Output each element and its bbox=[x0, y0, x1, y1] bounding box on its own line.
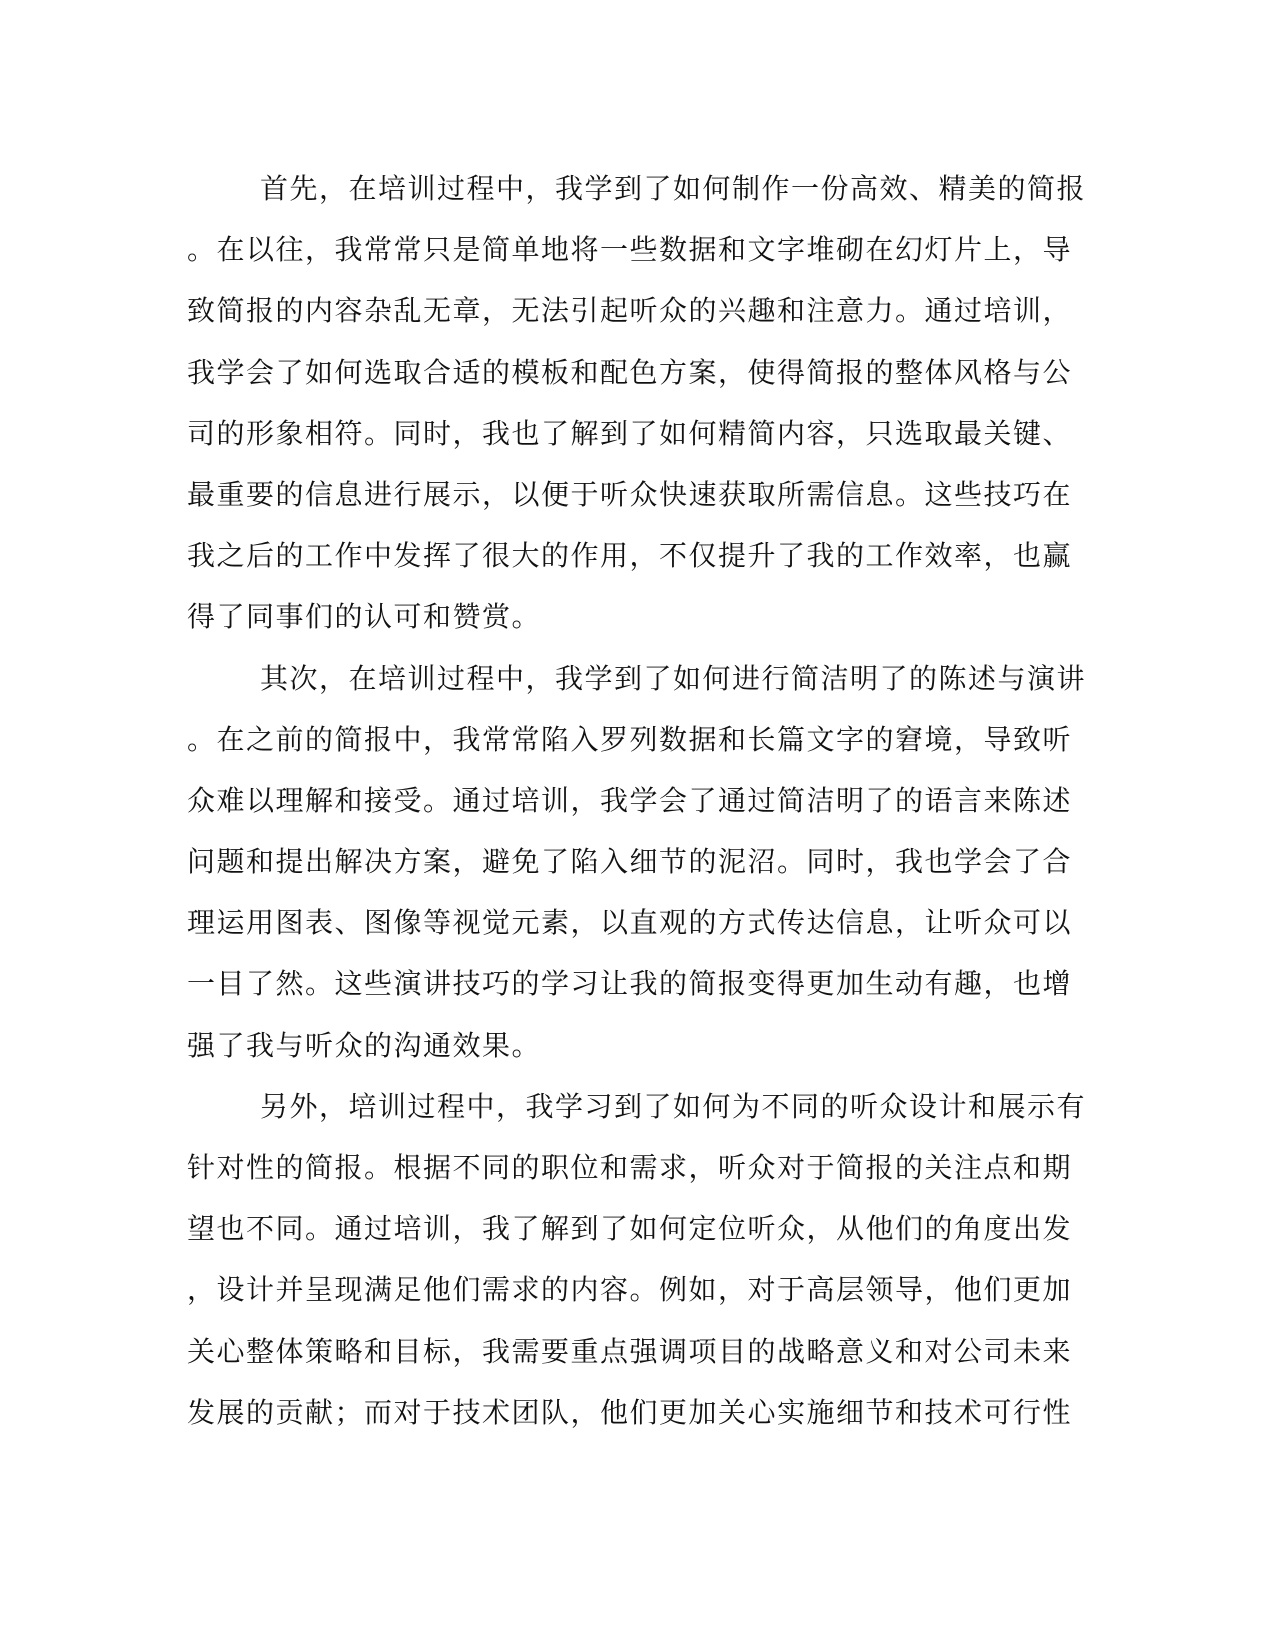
text-line: 我学会了如何选取合适的模板和配色方案，使得简报的整体风格与公 bbox=[187, 355, 1073, 389]
text-line: 关心整体策略和目标，我需要重点强调项目的战略意义和对公司未来 bbox=[187, 1334, 1073, 1368]
text-line: 另外，培训过程中，我学习到了如何为不同的听众设计和展示有 bbox=[260, 1089, 1087, 1123]
text-line: 一目了然。这些演讲技巧的学习让我的简报变得更加生动有趣，也增 bbox=[187, 967, 1073, 1001]
text-line: 得了同事们的认可和赞赏。 bbox=[187, 600, 542, 634]
text-line: 理运用图表、图像等视觉元素，以直观的方式传达信息，让听众可以 bbox=[187, 906, 1073, 940]
text-line: 司的形象相符。同时，我也了解到了如何精简内容，只选取最关键、 bbox=[187, 416, 1073, 450]
text-line: 众难以理解和接受。通过培训，我学会了通过简洁明了的语言来陈述 bbox=[187, 783, 1073, 817]
text-line: 。在以往，我常常只是简单地将一些数据和文字堆砌在幻灯片上，导 bbox=[187, 233, 1073, 267]
text-line: 问题和提出解决方案，避免了陷入细节的泥沼。同时，我也学会了合 bbox=[187, 845, 1073, 879]
text-line: 其次，在培训过程中，我学到了如何进行简洁明了的陈述与演讲 bbox=[260, 661, 1087, 695]
body-text bbox=[187, 158, 1087, 1443]
text-line: ，设计并呈现满足他们需求的内容。例如，对于高层领导，他们更加 bbox=[187, 1273, 1073, 1307]
text-line: 。在之前的简报中，我常常陷入罗列数据和长篇文字的窘境，导致听 bbox=[187, 722, 1073, 756]
text-line: 最重要的信息进行展示，以便于听众快速获取所需信息。这些技巧在 bbox=[187, 477, 1073, 511]
text-line: 首先，在培训过程中，我学到了如何制作一份高效、精美的简报 bbox=[260, 172, 1087, 205]
text-line: 我之后的工作中发挥了很大的作用，不仅提升了我的工作效率，也赢 bbox=[187, 539, 1073, 573]
text-line: 针对性的简报。根据不同的职位和需求，听众对于简报的关注点和期 bbox=[187, 1151, 1073, 1184]
paragraph-2 bbox=[187, 648, 1087, 1076]
paragraph-3 bbox=[187, 1076, 1087, 1443]
text-line: 强了我与听众的沟通效果。 bbox=[187, 1028, 542, 1062]
text-line: 发展的贡献；而对于技术团队，他们更加关心实施细节和技术可行性 bbox=[187, 1395, 1073, 1429]
text-line: 致简报的内容杂乱无章，无法引起听众的兴趣和注意力。通过培训， bbox=[187, 294, 1073, 328]
text-line: 望也不同。通过培训，我了解到了如何定位听众，从他们的角度出发 bbox=[187, 1212, 1073, 1246]
paragraph-1 bbox=[187, 158, 1087, 648]
